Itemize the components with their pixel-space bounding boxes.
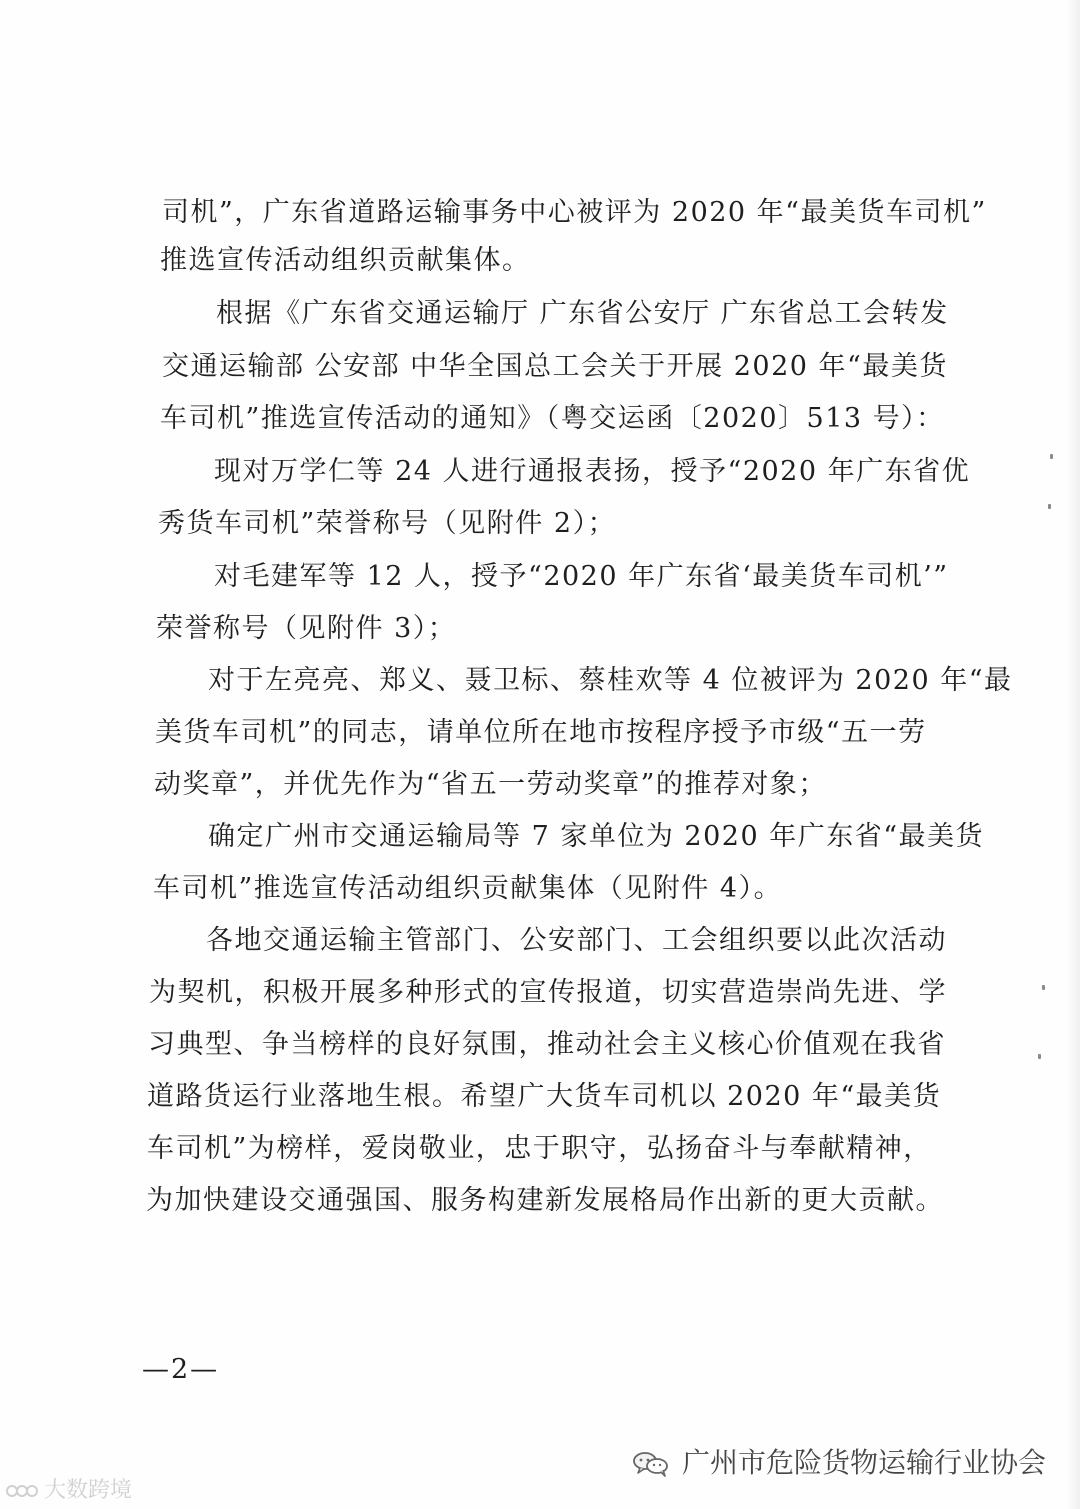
footer-brand-text: 广州市危险货物运输行业协会 bbox=[681, 1446, 1046, 1479]
body-line-16: 为契机，积极开展多种形式的宣传报道，切实营造崇尚先进、学 bbox=[149, 977, 947, 1008]
scan-edge-shadow bbox=[1066, 0, 1080, 1509]
body-line-20: 为加快建设交通强国、服务构建新发展格局作出新的更大贡献。 bbox=[146, 1185, 944, 1216]
body-line-18: 道路货运行业落地生根。希望广大货车司机以 2020 年“最美货 bbox=[147, 1081, 942, 1112]
page-number: —2— bbox=[142, 1354, 220, 1385]
body-line-1: 司机”，广东省道路运输事务中心被评为 2020 年“最美货车司机” bbox=[162, 197, 987, 228]
body-line-3: 根据《广东省交通运输厅 广东省公安厅 广东省总工会转发 bbox=[216, 298, 949, 329]
body-line-9: 荣誉称号（见附件 3）； bbox=[156, 613, 457, 644]
body-line-4: 交通运输部 公安部 中华全国总工会关于开展 2020 年“最美货 bbox=[162, 351, 948, 382]
wechat-icon bbox=[628, 1448, 674, 1478]
footer-brand bbox=[628, 1446, 1046, 1480]
body-line-19: 车司机”为榜样，爱岗敬业，忠于职守，弘扬奋斗与奉献精神， bbox=[147, 1133, 932, 1164]
scan-speck-3 bbox=[1042, 985, 1045, 990]
body-line-13: 确定广州市交通运输局等 7 家单位为 2020 年广东省“最美货 bbox=[208, 821, 985, 852]
scan-speck-4 bbox=[1038, 1054, 1041, 1059]
body-line-15: 各地交通运输主管部门、公安部门、工会组织要以此次活动 bbox=[206, 925, 947, 956]
footer-watermark bbox=[4, 1477, 132, 1505]
body-line-5: 车司机”推选宣传活动的通知》（粤交运函〔2020〕513 号）： bbox=[160, 403, 945, 434]
body-line-12: 动奖章”，并优先作为“省五一劳动奖章”的推荐对象； bbox=[154, 769, 827, 800]
body-line-10: 对于左亮亮、郑义、聂卫标、蔡桂欢等 4 位被评为 2020 年“最 bbox=[208, 665, 1013, 696]
footer-watermark-text: 大数跨境 bbox=[44, 1478, 133, 1503]
body-line-11: 美货车司机”的同志，请单位所在地市按程序授予市级“五一劳 bbox=[155, 717, 927, 748]
body-line-6: 现对万学仁等 24 人进行通报表扬，授予“2020 年广东省优 bbox=[214, 456, 971, 487]
body-line-8: 对毛建军等 12 人，授予“2020 年广东省‘最美货车司机’” bbox=[214, 561, 949, 592]
body-line-2: 推选宣传活动组织贡献集体。 bbox=[160, 245, 531, 276]
logo-icon bbox=[4, 1481, 40, 1501]
scan-speck-2 bbox=[1048, 504, 1051, 509]
body-line-14: 车司机”推选宣传活动组织贡献集体（见附件 4）。 bbox=[153, 873, 783, 904]
body-line-17: 习典型、争当榜样的良好氛围，推动社会主义核心价值观在我省 bbox=[148, 1029, 946, 1060]
scan-speck-1 bbox=[1050, 454, 1053, 459]
body-line-7: 秀货车司机”荣誉称号（见附件 2）； bbox=[158, 508, 617, 539]
